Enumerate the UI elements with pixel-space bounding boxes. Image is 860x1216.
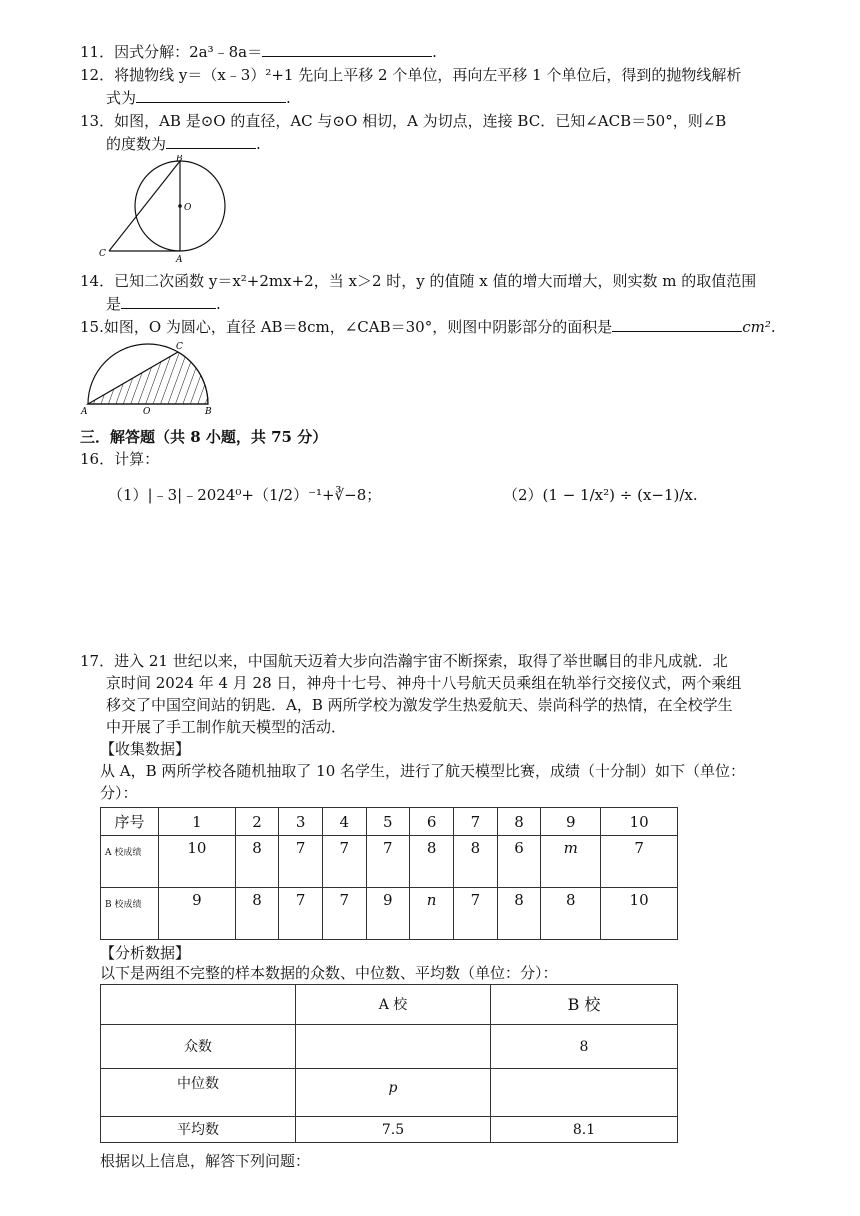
label-b: B <box>205 407 212 417</box>
question-14: 14．已知二次函数 y＝x²+2mx+2，当 x＞2 时，y 的值随 x 值的增大而增大，则实数 m 的取值范围 是 . <box>80 272 757 313</box>
section-heading: 三．解答题（共 8 小题，共 75 分） <box>80 428 328 446</box>
label-a: A <box>81 407 88 417</box>
table-row: A 校成绩 10 8 7 7 7 8 8 6 m 7 <box>101 836 678 888</box>
closing-text: 根据以上信息，解答下列问题： <box>100 1152 311 1170</box>
q16-part-2: （2）(1 − 1/x²) ÷ (x−1)/x. <box>503 486 698 504</box>
answer-blank <box>136 86 286 103</box>
question-11: 11．因式分解：2a³﹣8a＝ . <box>80 40 437 63</box>
label-a: A <box>176 255 183 265</box>
stats-table <box>100 984 678 1143</box>
table-row: 中位数 p <box>101 1069 678 1117</box>
label-c: C <box>99 249 106 259</box>
question-15: 15.如图，O 为圆心，直径 AB＝8cm，∠CAB＝30°，则图中阴影部分的面积是 cm². <box>80 315 840 338</box>
table-row: 众数 8 <box>101 1025 678 1069</box>
question-17: 17．进入 21 世纪以来，中国航天迈着大步向浩瀚宇宙不断探索，取得了举世瞩目的非凡成就．北 京时间 2024 年 4 月 28 日，神舟十七号、神舟十八号航天员乘组在轨举行交接仪式，两个乘组 移交了中国空间站的钥匙．A，B 两所学校为激发学生热爱航天、崇尚科学的热情，在全校学生 中开展了手工制作航天模型的活动． 【收集数据】 从 A，B 两所学校各随机抽取了 10 名学生，进行了航天模型比赛，成绩（十分制）如下（单位： 分）： <box>80 650 840 804</box>
question-13: 13．如图，AB 是⊙O 的直径，AC 与⊙O 相切，A 为切点，连接 BC．已知∠ACB＝50°，则∠B 的度数为 . <box>80 112 727 153</box>
table-row: 平均数 7.5 8.1 <box>101 1117 678 1143</box>
analyze-title: 【分析数据】 <box>100 944 191 962</box>
q16-part-1: （1）|﹣3|﹣2024⁰+（1/2）⁻¹+∛−8； <box>108 486 382 504</box>
label-o: O <box>143 407 151 417</box>
label-c: C <box>176 342 183 352</box>
table-row: 序号 1 2 3 4 5 6 7 8 9 10 <box>101 808 678 836</box>
question-16: 16．计算： <box>80 450 160 468</box>
label-b: B <box>176 155 183 164</box>
semicircle-shaded-figure <box>80 338 225 418</box>
collect-title: 【收集数据】 <box>100 740 191 758</box>
label-o: O <box>184 203 192 213</box>
answer-blank <box>612 315 742 332</box>
answer-blank <box>166 132 256 149</box>
scores-table <box>100 807 678 940</box>
center-point <box>178 204 182 208</box>
table-row: A 校 B 校 <box>101 985 678 1025</box>
answer-blank <box>121 292 216 309</box>
table-row: B 校成绩 9 8 7 7 9 n 7 8 8 10 <box>101 888 678 940</box>
line-bc <box>109 161 180 251</box>
shaded-region <box>88 352 208 404</box>
answer-blank <box>262 40 432 57</box>
question-12: 12．将抛物线 y＝（x﹣3）²+1 先向上平移 2 个单位，再向左平移 1 个单位后，得到的抛物线解析 式为 . <box>80 66 742 107</box>
circle-tangent-figure <box>95 155 235 265</box>
